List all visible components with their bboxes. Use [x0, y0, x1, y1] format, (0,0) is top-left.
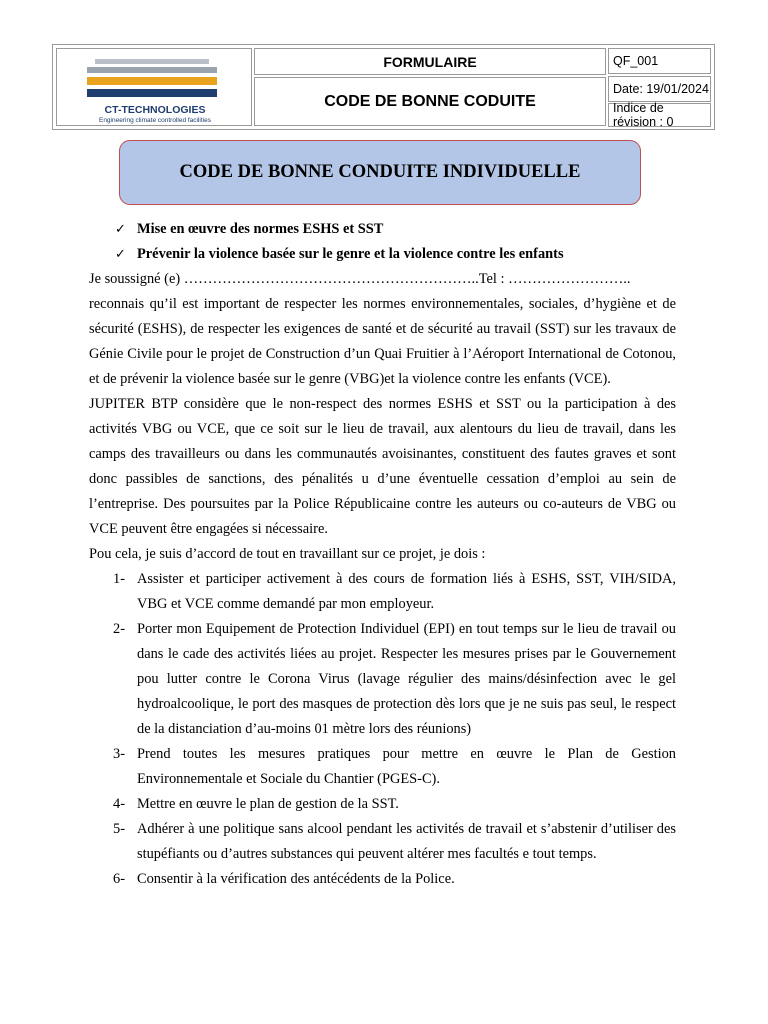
- list-text: Prend toutes les mesures pratiques pour mettre en œuvre le Plan de Gestion Environnementale et Sociale du Chantier (PGES-C).: [137, 746, 676, 787]
- list-text: Porter mon Equipement de Protection Individuel (EPI) en tout temps sur le lieu de travail ou dans le cade des activités liées au projet. Respecter les mesures prises par le Gouvernement pou lutter contre le Corona Virus (lavage régulier des mains/désinfection avec le gel hydroalcoolique, le port des masques de protection dès lors que je ne suis pas seul, le respect de la distanciation d’au-moins 01 mètre lors des réunions): [137, 621, 676, 737]
- list-item: [113, 817, 676, 867]
- list-text: Assister et participer activement à des cours de formation liés à ESHS, SST, VIH/SIDA, VBG et VCE comme demandé par mon employeur.: [137, 571, 676, 612]
- document-header: [52, 44, 715, 130]
- document-body: [89, 217, 676, 892]
- revision-index: Indice de révision : 0: [608, 103, 711, 127]
- list-number: 2-: [113, 621, 125, 637]
- list-number: 6-: [113, 871, 125, 887]
- form-label: FORMULAIRE: [254, 48, 606, 75]
- logo-cell: [56, 48, 252, 126]
- list-item: [113, 617, 676, 742]
- list-item: [113, 742, 676, 792]
- bullet-text: Mise en œuvre des normes ESHS et SST: [137, 221, 384, 237]
- company-name: CT-TECHNOLOGIES: [104, 104, 206, 116]
- list-number: 1-: [113, 571, 125, 587]
- bullet-item: [115, 242, 676, 267]
- company-logo-icon: [77, 53, 227, 101]
- doc-title: CODE DE BONNE CODUITE: [254, 77, 606, 126]
- list-text: Adhérer à une politique sans alcool pendant les activités de travail et s’abstenir d’utiliser des stupéfiants ou d’autres substances qui peuvent altérer mes facultés e tout temps.: [137, 821, 676, 862]
- signature-line: Je soussigné (e) ……………………………………………………..Tel : ……………………..: [89, 271, 631, 287]
- paragraph-commitment: reconnais qu’il est important de respecter les normes environnementales, sociales, d’hygiène et de sécurité (ESHS), de respecter les exigences de santé et de sécurité au travail (SST) sur les travaux de Génie Civile pour le projet de Construction d’un Quai Fruitier à l’Aéroport International de Cotonou, et de prévenir la violence basée sur le genre (VBG)et la violence contre les enfants (VCE).: [89, 296, 676, 387]
- list-item: [113, 792, 676, 817]
- paragraph-sanctions: JUPITER BTP considère que le non-respect des normes ESHS et SST ou la participation à des activités VBG ou VCE, que ce soit sur le lieu de travail, aux alentours du lieu de travail, dans les camps des travailleurs ou dans les communautés avoisinantes, constituent des fautes graves et sont donc passibles de sanctions, des pénalités u d’une éventuelle cessation d’emploi au sein de l’entreprise. Des poursuites par la Police Républicaine contre les auteurs ou co-auteurs de VBG ou VCE peuvent être engagées si nécessaire.: [89, 396, 676, 537]
- list-number: 5-: [113, 821, 125, 837]
- page-title: CODE DE BONNE CONDUITE INDIVIDUELLE: [119, 140, 641, 205]
- list-item: [113, 567, 676, 617]
- checkmark-icon: ✓: [115, 222, 126, 237]
- list-text: Mettre en œuvre le plan de gestion de la SST.: [137, 796, 399, 812]
- bullet-text: Prévenir la violence basée sur le genre et la violence contre les enfants: [137, 246, 564, 262]
- doc-date: Date: 19/01/2024: [608, 76, 711, 102]
- list-text: Consentir à la vérification des antécédents de la Police.: [137, 871, 455, 887]
- list-number: 3-: [113, 746, 125, 762]
- list-number: 4-: [113, 796, 125, 812]
- checkmark-icon: ✓: [115, 247, 126, 262]
- company-tagline: Engineering climate controlled facilities: [98, 117, 211, 124]
- list-item: [113, 867, 676, 892]
- ref-code: QF_001: [608, 48, 711, 74]
- paragraph-agreement: Pou cela, je suis d’accord de tout en travaillant sur ce projet, je dois :: [89, 546, 486, 562]
- bullet-item: [115, 217, 676, 242]
